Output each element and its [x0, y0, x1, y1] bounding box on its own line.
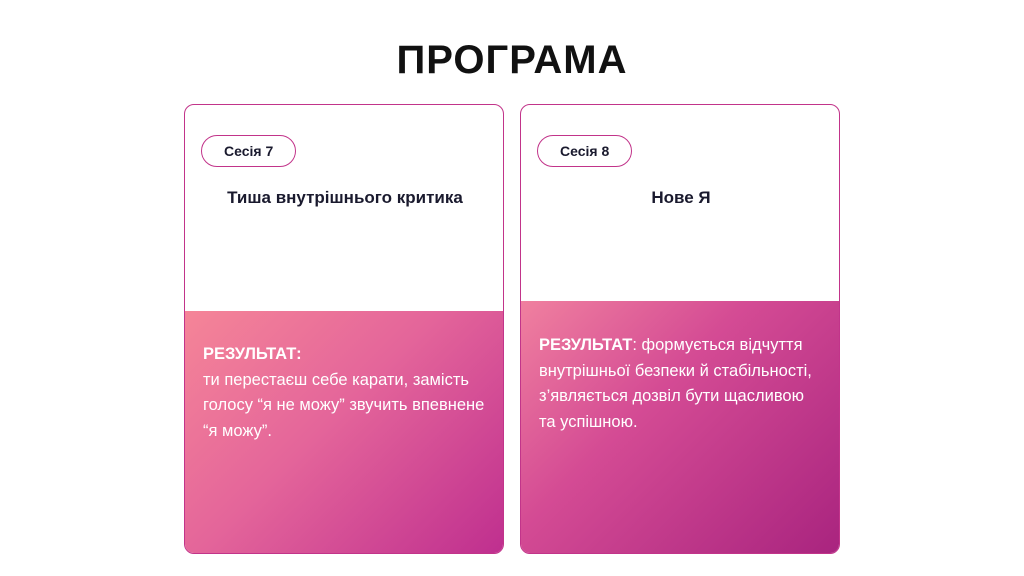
page-title: ПРОГРАМА	[396, 38, 628, 82]
result-label-session-7: РЕЗУЛЬТАТ:	[203, 345, 302, 363]
result-text-session-7: ти перестаєш себе карати, замість голосу “я не можу” звучить впевнене “я можу”.	[203, 370, 485, 441]
result-text-session-8: : формується відчуття внутрішньої безпеки й стабільності, з’являється дозвіл бути щасливою та успішною.	[539, 336, 812, 431]
result-block-session-7	[185, 311, 503, 553]
result-label-session-8: РЕЗУЛЬТАТ	[539, 336, 633, 354]
result-paragraph-session-8	[539, 333, 821, 435]
session-badge-8: Сесія 8	[537, 135, 632, 167]
result-block-session-8	[521, 301, 839, 553]
cards-container	[184, 104, 840, 554]
card-title-session-7: Тиша внутрішнього критика	[227, 188, 463, 207]
session-badge-7: Сесія 7	[201, 135, 296, 167]
program-card-session-8	[520, 104, 840, 554]
card-title-session-8: Нове Я	[651, 188, 711, 207]
program-card-session-7	[184, 104, 504, 554]
